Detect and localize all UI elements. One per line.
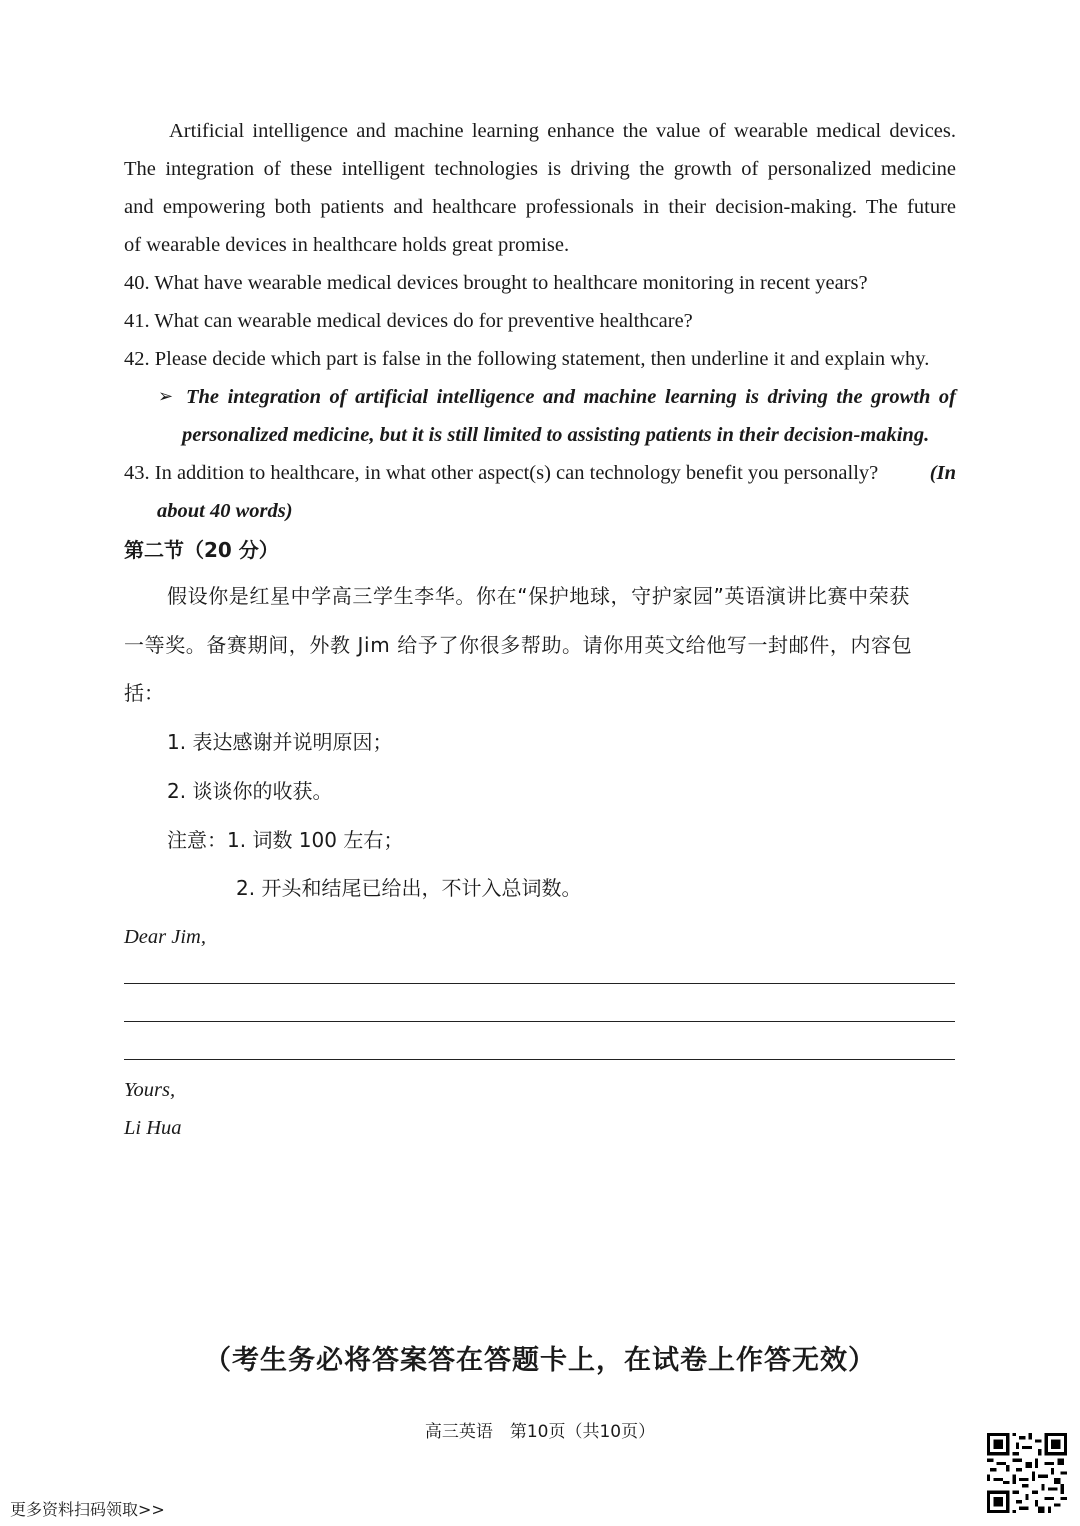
qr-code-icon[interactable] [987, 1433, 1067, 1513]
letter-signature: Li Hua [124, 1117, 182, 1139]
passage-line: Artificial intelligence and machine learning enhance the value of wearable medical devices. [169, 120, 956, 142]
question-42: 42. Please decide which part is false in the following statement, then underline it and explain why. [124, 348, 930, 370]
prompt-line: 一等奖。备赛期间，外教 Jim 给予了你很多帮助。请你用英文给他写一封邮件，内容包 [124, 633, 913, 657]
note-item: 2. 开头和结尾已给出，不计入总词数。 [236, 876, 582, 900]
statement-line-2: personalized medicine, but it is still limited to assisting patients in their decision-making. [182, 424, 930, 446]
section-heading: 第二节（20 分） [124, 538, 279, 562]
requirement-item: 2. 谈谈你的收获。 [167, 779, 333, 803]
passage-line: of wearable devices in healthcare holds great promise. [124, 234, 570, 256]
prompt-line: 假设你是红星中学高三学生李华。你在“保护地球，守护家园”英语演讲比赛中荣获 [167, 584, 910, 608]
passage-line: The integration of these intelligent technologies is driving the growth of personalized medicine [124, 158, 956, 180]
question-41: 41. What can wearable medical devices do for preventive healthcare? [124, 310, 693, 332]
page-footer: 高三英语 第10页（共10页） [424, 1422, 656, 1442]
more-resources-link[interactable]: 更多资料扫码领取>> [10, 1500, 165, 1519]
requirement-item: 1. 表达感谢并说明原因； [167, 730, 393, 754]
prompt-line: 括： [124, 681, 164, 705]
question-43-word-note-open: (In [929, 462, 956, 484]
question-43 [124, 458, 956, 488]
letter-closing: Yours, [124, 1079, 176, 1101]
question-43-text: 43. In addition to healthcare, in what other aspect(s) can technology benefit you personally? [124, 462, 879, 484]
note-item: 注意：1. 词数 100 左右； [167, 828, 404, 852]
letter-greeting: Dear Jim, [124, 926, 206, 948]
answer-line [124, 1021, 955, 1022]
passage-line: and empowering both patients and healthcare professionals in their decision-making. The future [124, 196, 956, 218]
arrow-bullet-icon: ➢ [158, 386, 174, 407]
question-40: 40. What have wearable medical devices brought to healthcare monitoring in recent years? [124, 272, 868, 294]
exam-notice: （考生务必将答案答在答题卡上，在试卷上作答无效） [204, 1345, 876, 1376]
question-43-word-note: about 40 words) [157, 500, 293, 522]
statement-line-1: The integration of artificial intelligence and machine learning is driving the growth of [186, 386, 956, 408]
answer-line [124, 1059, 955, 1060]
answer-line [124, 983, 955, 984]
